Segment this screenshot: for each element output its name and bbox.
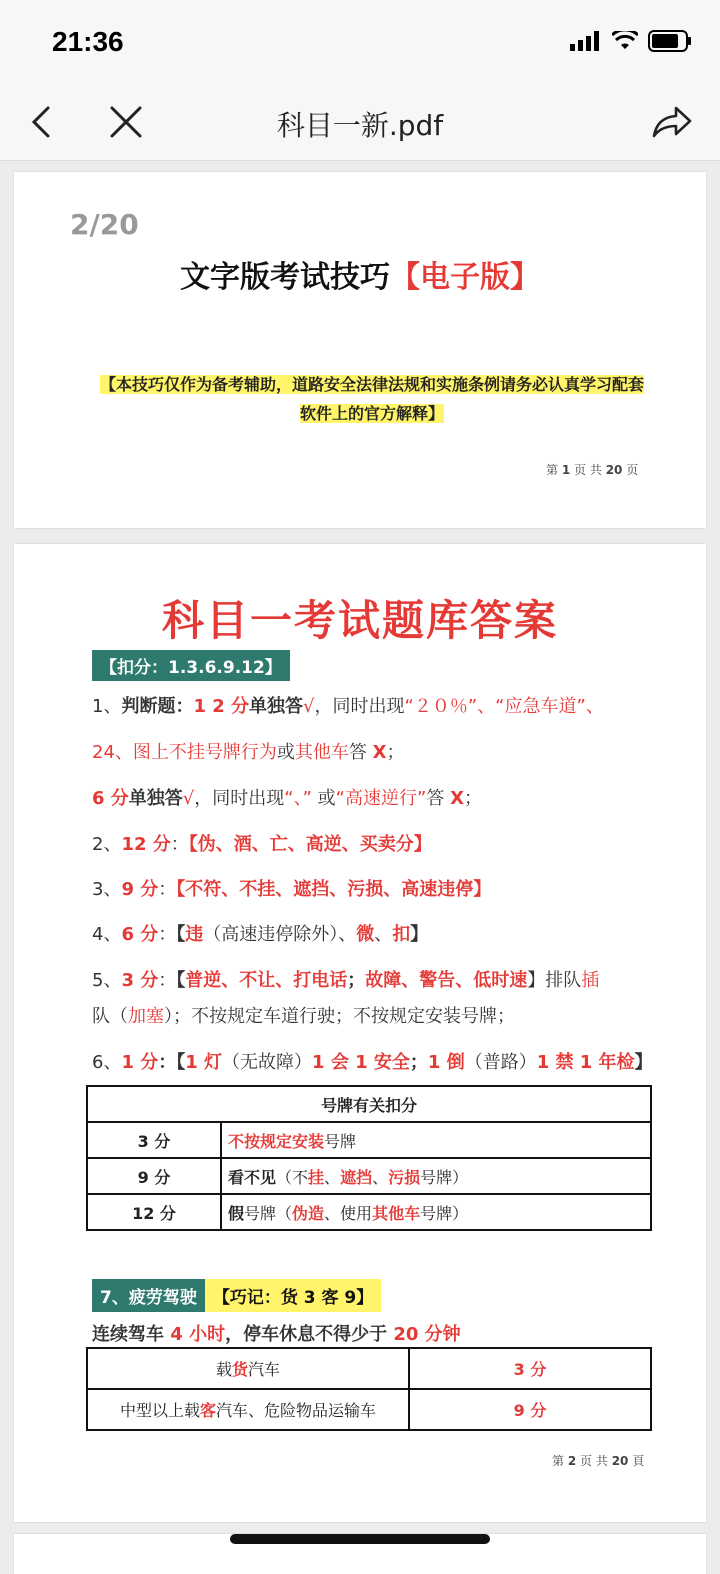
t: 6 分	[92, 788, 129, 809]
footer-total: 20	[605, 463, 623, 477]
t: 汽车	[248, 1360, 281, 1379]
t: 或	[317, 788, 336, 809]
t: 1 分	[121, 1052, 159, 1073]
t: 普逆、不让、打电话	[185, 970, 348, 991]
footer-total: 20	[611, 1454, 629, 1468]
t: ：	[170, 834, 189, 855]
nav-bar	[0, 86, 720, 161]
t: 客	[199, 1401, 216, 1420]
t: 其他车	[294, 742, 349, 763]
plate-deduction-table	[86, 1085, 652, 1231]
t: 3、	[92, 879, 122, 900]
t: 1 灯	[185, 1052, 223, 1073]
document-title: 科目一新.pdf	[276, 109, 444, 142]
pdf-page-1	[14, 172, 706, 528]
t: 判断题：	[121, 696, 194, 717]
description-cell	[221, 1122, 651, 1158]
status-bar	[0, 0, 720, 86]
t: ：	[158, 970, 177, 991]
t: 答	[426, 788, 451, 809]
t: 号牌（	[244, 1203, 293, 1223]
t: 【	[176, 970, 186, 991]
status-time: 21:36	[52, 26, 124, 57]
t: 假	[228, 1203, 245, 1223]
t: 单独答	[128, 788, 183, 809]
item-6	[92, 1048, 653, 1074]
points-cell: 12 分	[87, 1194, 221, 1230]
t: 2、	[92, 834, 122, 855]
t: 载	[215, 1360, 232, 1379]
t: 中型以上载	[119, 1401, 200, 1420]
item-1-line-2	[92, 738, 405, 764]
t: 】	[634, 1052, 653, 1073]
t: 、	[324, 1167, 341, 1187]
item-5-line-1	[92, 966, 599, 992]
t: 20 分钟	[393, 1324, 461, 1345]
t: 】	[410, 924, 429, 945]
t: 故障、警告、低时速	[365, 970, 528, 991]
t: 微	[356, 924, 375, 945]
t: （无故障）	[222, 1052, 313, 1073]
t: X	[372, 742, 387, 763]
t: 【	[176, 924, 186, 945]
t: √	[182, 788, 195, 809]
t: ；	[409, 1052, 428, 1073]
table-row	[87, 1348, 651, 1389]
t: “、”	[284, 788, 312, 809]
t: 4 小时	[170, 1324, 226, 1345]
battery-icon	[648, 30, 692, 52]
t: 6 分	[121, 924, 159, 945]
fatigue-heading	[92, 1279, 381, 1312]
t: （高速违停除外）、	[203, 924, 357, 945]
t: 【不符、不挂、遮挡、污损、高速违停】	[176, 879, 492, 900]
t: 队（	[92, 1006, 128, 1027]
t: 、	[374, 924, 393, 945]
t: 1、	[92, 696, 122, 717]
footer-mid: 页 共	[580, 1454, 608, 1468]
t: 24、图上不挂号牌行为	[92, 742, 277, 763]
item-2	[92, 830, 432, 856]
t: 连续驾车	[92, 1324, 171, 1345]
disclaimer-note	[92, 370, 652, 428]
home-indicator[interactable]	[230, 1534, 490, 1544]
t: ；	[386, 742, 405, 763]
description-cell	[221, 1158, 651, 1194]
wifi-icon	[612, 31, 638, 51]
footer-num: 2	[567, 1454, 577, 1468]
table-header: 号牌有关扣分	[87, 1086, 651, 1122]
footer-pre: 第	[546, 463, 559, 477]
fatigue-tag: 7、疲劳驾驶	[92, 1279, 205, 1312]
t: “高速逆行”	[335, 788, 427, 809]
t: √	[303, 696, 315, 717]
t: 答	[348, 742, 373, 763]
vehicle-cell	[87, 1348, 409, 1389]
item-5-line-2	[92, 1002, 515, 1028]
fatigue-rule	[92, 1320, 461, 1346]
points-cell: 9 分	[87, 1158, 221, 1194]
t: 号牌	[324, 1131, 357, 1151]
t: 号牌）	[420, 1167, 469, 1187]
footer-pre: 第	[552, 1454, 565, 1468]
points-cell: 3 分	[409, 1348, 651, 1389]
t: 】排队	[527, 970, 582, 991]
fatigue-memo: 【巧记：货 3 客 9】	[205, 1279, 381, 1312]
t: ）；不按规定车道行驶；不按规定安装号牌；	[164, 1006, 515, 1027]
table-row	[87, 1194, 651, 1230]
t: 污损	[388, 1167, 421, 1187]
note-line-1: 【本技巧仅作为备考辅助，道路安全法律法规和实施条例请务必认真学习配套	[99, 375, 644, 394]
points-cell: 9 分	[409, 1389, 651, 1430]
t: 、	[372, 1167, 389, 1187]
t: 3 分	[121, 970, 159, 991]
t: 挂	[308, 1167, 325, 1187]
t: ，同时出现	[194, 788, 285, 809]
fatigue-table	[86, 1347, 652, 1431]
t: 伪造	[292, 1203, 325, 1223]
t: 不按规定安装	[228, 1131, 325, 1151]
table-header-row	[87, 1086, 651, 1122]
t: 1 禁 1 年检	[536, 1052, 635, 1073]
t: 12 分	[121, 834, 171, 855]
t: 1 会 1 安全	[312, 1052, 410, 1073]
t: “２０％”、“应急车道”、	[404, 696, 604, 717]
footer-post: 頁	[632, 1454, 645, 1468]
t: 【伪、酒、亡、高逆、买卖分】	[188, 834, 432, 855]
page1-title	[14, 252, 706, 296]
title-main: 文字版考试技巧	[180, 260, 390, 295]
footer-mid: 页 共	[574, 463, 602, 477]
t: ：	[158, 879, 177, 900]
t: 或	[276, 742, 295, 763]
t: 看不见	[228, 1167, 277, 1187]
t: 1 倒	[427, 1052, 465, 1073]
title-red: 【电子版】	[390, 260, 540, 295]
t: 汽车、危险物品运输车	[216, 1401, 377, 1420]
t: 插	[581, 970, 600, 991]
table-row	[87, 1158, 651, 1194]
t: 6、	[92, 1052, 122, 1073]
t: 扣	[392, 924, 411, 945]
system-icons	[570, 30, 692, 52]
t: 违	[185, 924, 204, 945]
t: 9 分	[121, 879, 159, 900]
footer-num: 1	[561, 463, 571, 477]
deduct-tag: 【扣分：1.3.6.9.12】	[92, 650, 290, 681]
t: （普路）	[464, 1052, 537, 1073]
t: 加塞	[128, 1006, 164, 1027]
page2-footer	[552, 1452, 644, 1469]
t: X	[450, 788, 464, 809]
t: 货	[231, 1360, 248, 1379]
t: ，同时出现	[314, 696, 405, 717]
page-indicator: 2/20	[70, 208, 139, 241]
footer-post: 页	[626, 463, 639, 477]
description-cell	[221, 1194, 651, 1230]
t: 5、	[92, 970, 122, 991]
t: 、使用	[324, 1203, 373, 1223]
item-3	[92, 875, 491, 901]
item-1-line-1	[92, 692, 604, 718]
vehicle-cell	[87, 1389, 409, 1430]
t: ：	[158, 924, 177, 945]
share-icon[interactable]	[650, 102, 694, 142]
t: 1 2 分	[193, 696, 250, 717]
signal-icon	[570, 31, 602, 51]
page1-footer	[546, 461, 638, 478]
t: 遮挡	[340, 1167, 373, 1187]
t: 单独答	[249, 696, 304, 717]
pdf-page-2	[14, 544, 706, 1522]
table-row	[87, 1122, 651, 1158]
item-4	[92, 920, 428, 946]
t: ；	[463, 788, 482, 809]
points-cell: 3 分	[87, 1122, 221, 1158]
t: 号牌）	[420, 1203, 469, 1223]
t: ，停车休息不得少于	[225, 1324, 394, 1345]
note-line-2: 软件上的官方解释】	[299, 404, 444, 423]
t: 4、	[92, 924, 122, 945]
t: 其他车	[372, 1203, 421, 1223]
item-1-line-3	[92, 784, 482, 810]
t: ：【	[158, 1052, 186, 1073]
t: （不	[276, 1167, 309, 1187]
table-row	[87, 1389, 651, 1430]
page2-title: 科目一考试题库答案	[161, 596, 558, 645]
t: ；	[347, 970, 366, 991]
